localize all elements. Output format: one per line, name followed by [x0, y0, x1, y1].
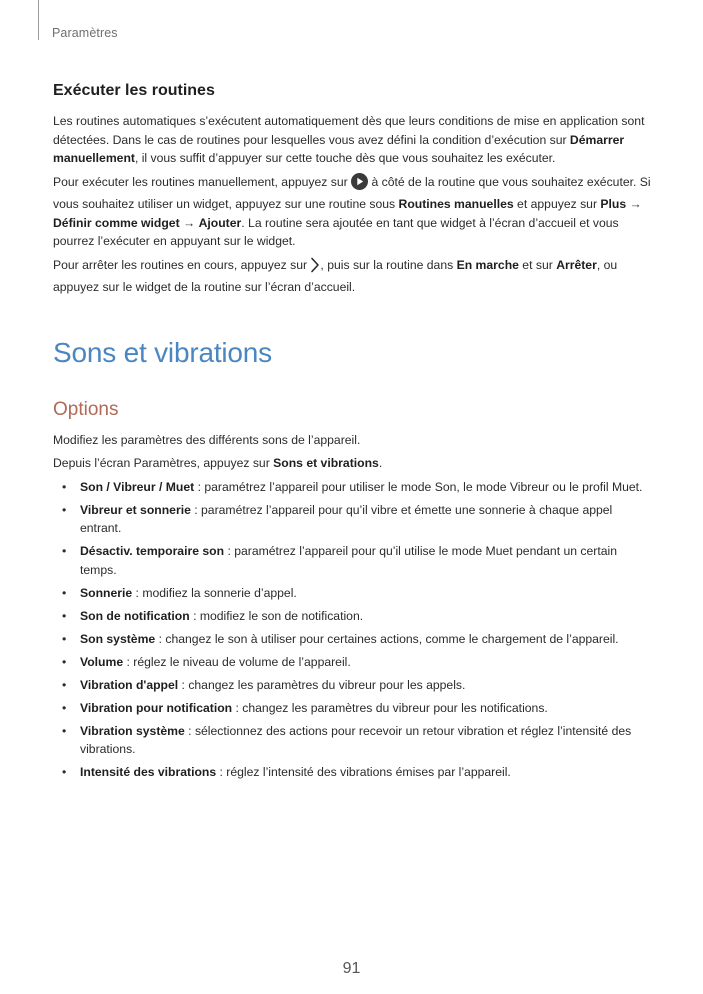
text: . La routine sera ajoutée en tant que widget à l’écran d’accueil et vous pourrez l’exécuter en appuyant sur le widget.	[53, 215, 619, 248]
option-term: Désactiv. temporaire son	[80, 544, 225, 558]
text: →	[626, 197, 642, 211]
header-rule	[38, 0, 39, 40]
bullet: •	[62, 479, 67, 494]
bullet: •	[62, 654, 67, 669]
option-description: : changez les paramètres du vibreur pour les notifications.	[232, 700, 548, 715]
text: à côté de la routine que vous souhaitez exécuter. Si vous souhaitez utiliser un widget, appuyez sur une routine sous	[53, 174, 651, 211]
list-item	[53, 584, 653, 603]
term-ajouter: Ajouter	[198, 215, 242, 230]
text: et sur	[518, 257, 557, 272]
option-term: Son / Vibreur / Muet	[80, 479, 195, 494]
option-term: Vibration d'appel	[80, 677, 179, 692]
option-description: : paramétrez l’appareil pour qu’il vibre et émette une sonnerie à chaque appel entrant.	[80, 502, 613, 535]
text: , puis sur la routine dans	[320, 257, 457, 272]
options-path	[53, 454, 653, 473]
bullet: •	[62, 700, 67, 715]
routines-heading: Exécuter les routines	[53, 82, 215, 99]
bullet: •	[62, 765, 67, 779]
text: et appuyez sur	[513, 197, 601, 211]
bullet: •	[62, 502, 67, 517]
term-en-marche: En marche	[456, 257, 519, 272]
option-term: Sonnerie	[80, 585, 133, 600]
routines-paragraph-1	[53, 112, 653, 168]
text: Les routines automatiques s’exécutent automatiquement dès que leurs conditions de mise en application sont détectées. Dans le cas de routines pour lesquelles vous avez défini la condition d’exécution sur	[53, 114, 645, 147]
options-intro: Modifiez les paramètres des différents sons de l’appareil.	[53, 432, 361, 447]
term-plus: Plus	[600, 197, 627, 211]
option-description: : changez les paramètres du vibreur pour les appels.	[178, 677, 466, 692]
chevron-right-icon	[310, 257, 320, 279]
option-description: : paramétrez l’appareil pour qu’il utilise le mode Muet pendant un certain temps.	[80, 544, 617, 577]
bullet: •	[62, 631, 67, 646]
list-item	[53, 653, 653, 672]
option-term: Volume	[80, 654, 124, 669]
option-term: Vibration système	[80, 723, 185, 738]
option-description: : changez le son à utiliser pour certaines actions, comme le chargement de l’appareil.	[155, 631, 619, 646]
routines-paragraph-2	[53, 173, 653, 251]
option-term: Son de notification	[80, 608, 190, 623]
term-arreter: Arrêter	[556, 257, 597, 272]
options-list	[53, 478, 653, 782]
bullet: •	[62, 585, 67, 600]
text: Depuis l’écran Paramètres, appuyez sur	[53, 456, 274, 470]
text: .	[378, 456, 383, 470]
option-description: : réglez l’intensité des vibrations émises par l’appareil.	[216, 765, 511, 779]
running-header: Paramètres	[52, 26, 118, 40]
list-item	[53, 722, 653, 759]
section-title: Sons et vibrations	[53, 336, 272, 368]
term-definir-comme-widget: Définir comme widget	[53, 215, 180, 230]
option-term: Intensité des vibrations	[80, 765, 217, 779]
play-icon	[351, 173, 368, 196]
bullet: •	[62, 677, 67, 692]
list-item	[53, 676, 653, 695]
list-item	[53, 542, 653, 579]
routines-paragraph-3	[53, 256, 653, 297]
list-item	[53, 478, 653, 497]
option-description: : réglez le niveau de volume de l’appareil.	[123, 654, 351, 669]
option-term: Son système	[80, 631, 156, 646]
option-term: Vibreur et sonnerie	[80, 502, 191, 517]
term-demarrer-manuellement: Démarrer manuellement	[53, 132, 625, 165]
option-description: : sélectionnez des actions pour recevoir un retour vibration et réglez l’intensité des vibrations.	[80, 723, 632, 756]
page-number: 91	[342, 960, 361, 977]
text: , ou appuyez sur le widget de la routine sur l’écran d’accueil.	[53, 257, 618, 294]
option-description: : paramétrez l’appareil pour utiliser le mode Son, le mode Vibreur ou le profil Muet.	[194, 479, 643, 494]
text: Pour arrêter les routines en cours, appuyez sur	[53, 257, 311, 272]
text: , il vous suffit d’appuyer sur cette touche dès que vous souhaitez les exécuter.	[134, 151, 556, 165]
text: Pour exécuter les routines manuellement, appuyez sur	[53, 174, 352, 189]
options-heading: Options	[53, 398, 119, 420]
list-item	[53, 630, 653, 649]
list-item	[53, 607, 653, 626]
page-content	[53, 82, 653, 786]
list-item	[53, 501, 653, 538]
list-item	[53, 763, 653, 782]
term-sons-et-vibrations: Sons et vibrations	[273, 456, 379, 470]
bullet: •	[62, 608, 67, 623]
text: →	[179, 215, 199, 230]
bullet: •	[62, 723, 67, 738]
option-term: Vibration pour notification	[80, 700, 233, 715]
option-description: : modifiez le son de notification.	[189, 608, 364, 623]
option-description: : modifiez la sonnerie d’appel.	[132, 585, 297, 600]
term-routines-manuelles: Routines manuelles	[398, 197, 514, 211]
list-item	[53, 699, 653, 718]
bullet: •	[62, 544, 67, 558]
